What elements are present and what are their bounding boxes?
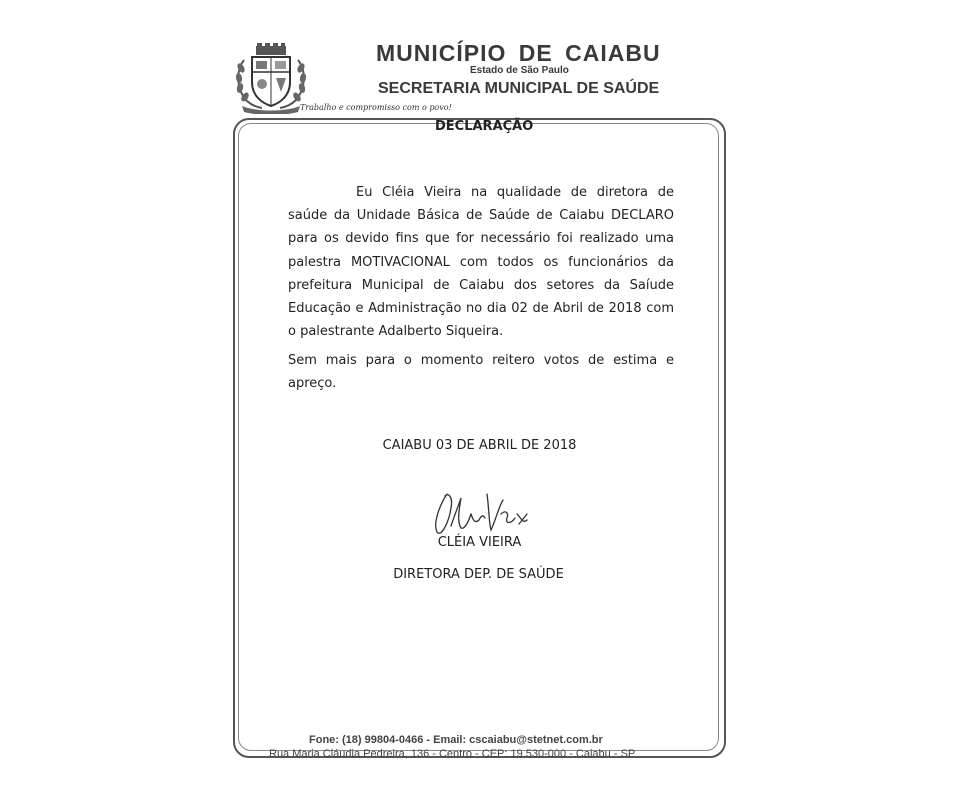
secretariat-title: SECRETARIA MUNICIPAL DE SAÚDE <box>378 80 660 97</box>
place-and-date: CAIABU 03 DE ABRIL DE 2018 <box>382 438 577 453</box>
footer-address: Rua Maria Cláudia Pedreira, 136 - Centro - CEP: 19.530-000 - Caiabu - SP <box>269 748 636 760</box>
handwritten-signature <box>425 484 537 540</box>
state-subtitle: Estado de São Paulo <box>470 65 569 76</box>
closing-paragraph: Sem mais para o momento reitero votos de estima e apreço. <box>288 353 674 392</box>
signer-role: DIRETORA DEP. DE SAÚDE <box>393 567 564 582</box>
declaration-paragraph: Eu Cléia Vieira na qualidade de diretora de saúde da Unidade Básica de Saúde de Caiabu DECLARO para os devido fins que for necessário foi realizado uma palestra MOTIVACIONAL com todos os funcionários da prefeitura Municipal de Caiabu dos setores da Saíude Educação e Administração no dia 02 de Abril de 2018 com o palestrante Adalberto Siqueira. <box>288 185 674 340</box>
footer-contact: Fone: (18) 99804-0466 - Email: cscaiabu@stetnet.com.br <box>309 734 603 746</box>
declaration-title: DECLARAÇÃO <box>435 119 534 134</box>
signer-name: CLÉIA VIEIRA <box>437 535 522 550</box>
municipal-crest-icon <box>232 42 310 114</box>
municipal-motto: Trabalho e compromisso com o povo! <box>300 103 452 112</box>
municipality-title: MUNICÍPIO DE CAIABU <box>376 40 661 66</box>
